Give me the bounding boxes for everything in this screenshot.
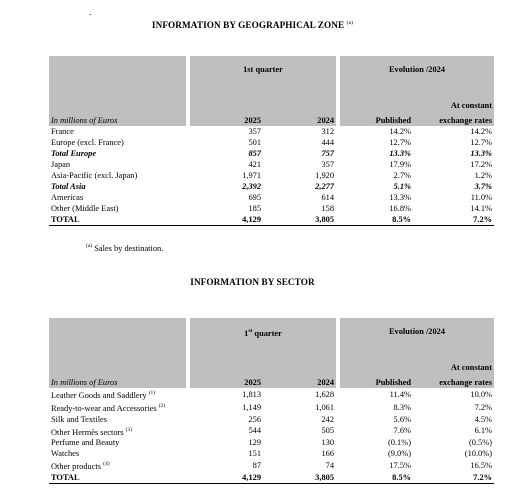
value-published: 8.5%	[340, 472, 413, 484]
row-label: Other Hermès sectors $^{(3)}$	[51, 426, 133, 437]
value-published: 5.6%	[393, 414, 411, 424]
geo-col-published: Published	[340, 112, 413, 126]
value-2024: 74	[325, 461, 334, 471]
row-label: Perfume and Beauty	[51, 438, 120, 448]
value-2025: 1,813	[242, 389, 261, 399]
value-constant-rates: 7.2%	[474, 402, 493, 412]
value-2025: 151	[248, 449, 261, 459]
value-constant-rates: 11.0%	[470, 193, 493, 202]
value-2024: 3,805	[263, 472, 336, 484]
sector-header-quarter: 1st quarter	[190, 318, 336, 360]
value-2025: 501	[248, 138, 261, 147]
geo-col4-line1: At constant	[413, 98, 494, 112]
value-constant-rates: 13.3%	[470, 149, 493, 158]
value-2024: 757	[321, 149, 334, 158]
table-row	[49, 159, 494, 170]
row-label: Asia-Pacific (excl. Japan)	[51, 171, 138, 180]
table-row	[49, 448, 494, 459]
value-published: 2.7%	[393, 171, 411, 180]
row-label: Leather Goods and Saddlery $^{(1)}$	[51, 390, 156, 400]
row-label: Other (Middle East)	[51, 204, 119, 213]
value-constant-rates: (0.5%)	[468, 438, 493, 448]
table-row	[49, 401, 494, 414]
row-note: (4)	[103, 461, 110, 468]
table-row	[49, 170, 494, 181]
sector-table	[49, 318, 494, 484]
value-2024: 1,628	[315, 389, 334, 399]
value-2025: 421	[248, 160, 261, 169]
row-label: TOTAL	[49, 472, 186, 484]
table-row	[49, 148, 494, 159]
row-note: (2)	[158, 402, 166, 409]
geo-section-title	[0, 20, 505, 30]
table-row	[49, 472, 494, 484]
value-constant-rates: 7.2%	[413, 472, 494, 484]
value-2024: 166	[321, 449, 334, 459]
geo-title-note: (a)	[346, 20, 354, 26]
geo-header-evolution: Evolution /2024	[340, 56, 494, 98]
geo-col4-line2: exchange rates	[413, 112, 494, 126]
geo-col-2024: 2024	[263, 112, 336, 126]
row-label: Other products $^{(4)}$	[51, 461, 110, 472]
row-note: (1)	[148, 390, 156, 396]
value-2025: 4,129	[190, 214, 263, 226]
sector-section-title	[0, 277, 505, 287]
value-2025: 857	[248, 149, 261, 158]
value-2025: 185	[248, 204, 261, 213]
row-label: Total Europe	[51, 149, 97, 158]
table-row	[49, 137, 494, 148]
value-constant-rates: 7.2%	[413, 214, 494, 226]
value-2025: 2,392	[242, 182, 261, 191]
value-constant-rates: 17.2%	[470, 160, 493, 169]
row-label: Total Asia	[51, 182, 86, 191]
table-row	[49, 126, 494, 137]
row-label: Ready-to-wear and Accessories $^{(2)}$	[51, 402, 166, 413]
row-label: Silk and Textiles	[51, 414, 108, 424]
value-2024: 1,920	[315, 171, 334, 180]
sector-col-2024: 2024	[263, 374, 336, 388]
value-published: (0.1%)	[387, 438, 411, 448]
row-label: Europe (excl. France)	[51, 138, 124, 147]
value-2024: 505	[321, 426, 334, 436]
row-note: (3)	[125, 426, 133, 433]
row-label: Japan	[51, 160, 71, 169]
sector-col4-line1: At constant	[413, 360, 494, 374]
value-2024: 3,805	[263, 214, 336, 226]
geo-table	[49, 56, 494, 226]
value-published: 11.4%	[389, 389, 411, 399]
value-published: 13.3%	[389, 193, 411, 202]
value-2025: 1,971	[242, 171, 261, 180]
value-constant-rates: 4.5%	[474, 414, 493, 424]
value-published: 8.5%	[340, 214, 413, 226]
value-2024: 614	[321, 193, 334, 202]
value-published: 12.7%	[389, 138, 411, 147]
geo-footnote-text: Sales by destination.	[94, 243, 164, 253]
value-2024: 158	[321, 204, 334, 213]
value-constant-rates: 12.7%	[470, 138, 493, 147]
value-constant-rates: 14.1%	[470, 204, 493, 213]
table-row	[49, 192, 494, 203]
value-published: (9.0%)	[387, 449, 411, 459]
table-row	[49, 388, 494, 401]
row-label: Watches	[51, 449, 80, 459]
geo-title-text: INFORMATION BY GEOGRAPHICAL ZONE	[151, 20, 345, 31]
value-published: 5.1%	[393, 182, 411, 191]
value-constant-rates: 16.5%	[470, 461, 493, 471]
table-row	[49, 459, 494, 472]
row-label: France	[51, 127, 74, 136]
sector-col-2025: 2025	[190, 374, 263, 388]
value-2025: 357	[248, 127, 261, 136]
table-row	[49, 437, 494, 448]
value-constant-rates: 1.2%	[474, 171, 493, 180]
value-2025: 1,149	[242, 402, 261, 412]
value-2024: 130	[321, 438, 334, 448]
table-row	[49, 203, 494, 214]
value-2024: 2,277	[315, 182, 334, 191]
sector-header-evolution: Evolution /2024	[340, 318, 494, 360]
table-row	[49, 414, 494, 425]
value-constant-rates: 10.0%	[470, 389, 493, 399]
value-2024: 444	[321, 138, 334, 147]
table-row	[49, 181, 494, 192]
value-2025: 87	[252, 461, 261, 471]
value-published: 13.3%	[389, 149, 411, 158]
geo-header-quarter: 1st quarter	[190, 56, 336, 98]
value-published: 17.5%	[389, 461, 411, 471]
value-published: 17.9%	[389, 160, 411, 169]
geo-col-2025: 2025	[190, 112, 263, 126]
value-2025: 544	[248, 426, 261, 436]
value-2025: 695	[248, 193, 261, 202]
value-2025: 256	[248, 414, 261, 424]
value-constant-rates: 6.1%	[474, 426, 493, 436]
geo-footnote	[86, 243, 163, 253]
sector-col-published: Published	[340, 374, 413, 388]
value-published: 16.8%	[389, 204, 411, 213]
value-2025: 129	[248, 438, 261, 448]
row-label: Americas	[51, 193, 84, 202]
value-constant-rates: (10.0%)	[464, 449, 493, 459]
value-published: 7.6%	[393, 426, 411, 436]
value-2024: 1,061	[315, 402, 334, 412]
sector-title-text: INFORMATION BY SECTOR	[190, 277, 315, 287]
value-published: 8.3%	[393, 402, 411, 412]
geo-unit-label: In millions of Euros	[49, 112, 186, 126]
value-2024: 312	[321, 127, 334, 136]
table-row	[49, 425, 494, 438]
geo-footnote-mark: (a)	[86, 243, 93, 249]
stray-dot: .	[89, 7, 92, 17]
value-2024: 357	[321, 160, 334, 169]
sector-unit-label: In millions of Euros	[49, 374, 186, 388]
sector-header-corner	[49, 318, 186, 360]
value-published: 14.2%	[389, 127, 411, 136]
sector-col4-line2: exchange rates	[413, 374, 494, 388]
value-2024: 242	[321, 414, 334, 424]
row-label: TOTAL	[49, 214, 186, 226]
value-2025: 4,129	[190, 472, 263, 484]
table-row	[49, 214, 494, 226]
geo-header-corner	[49, 56, 186, 98]
value-constant-rates: 14.2%	[470, 127, 493, 136]
value-constant-rates: 3.7%	[474, 182, 493, 191]
